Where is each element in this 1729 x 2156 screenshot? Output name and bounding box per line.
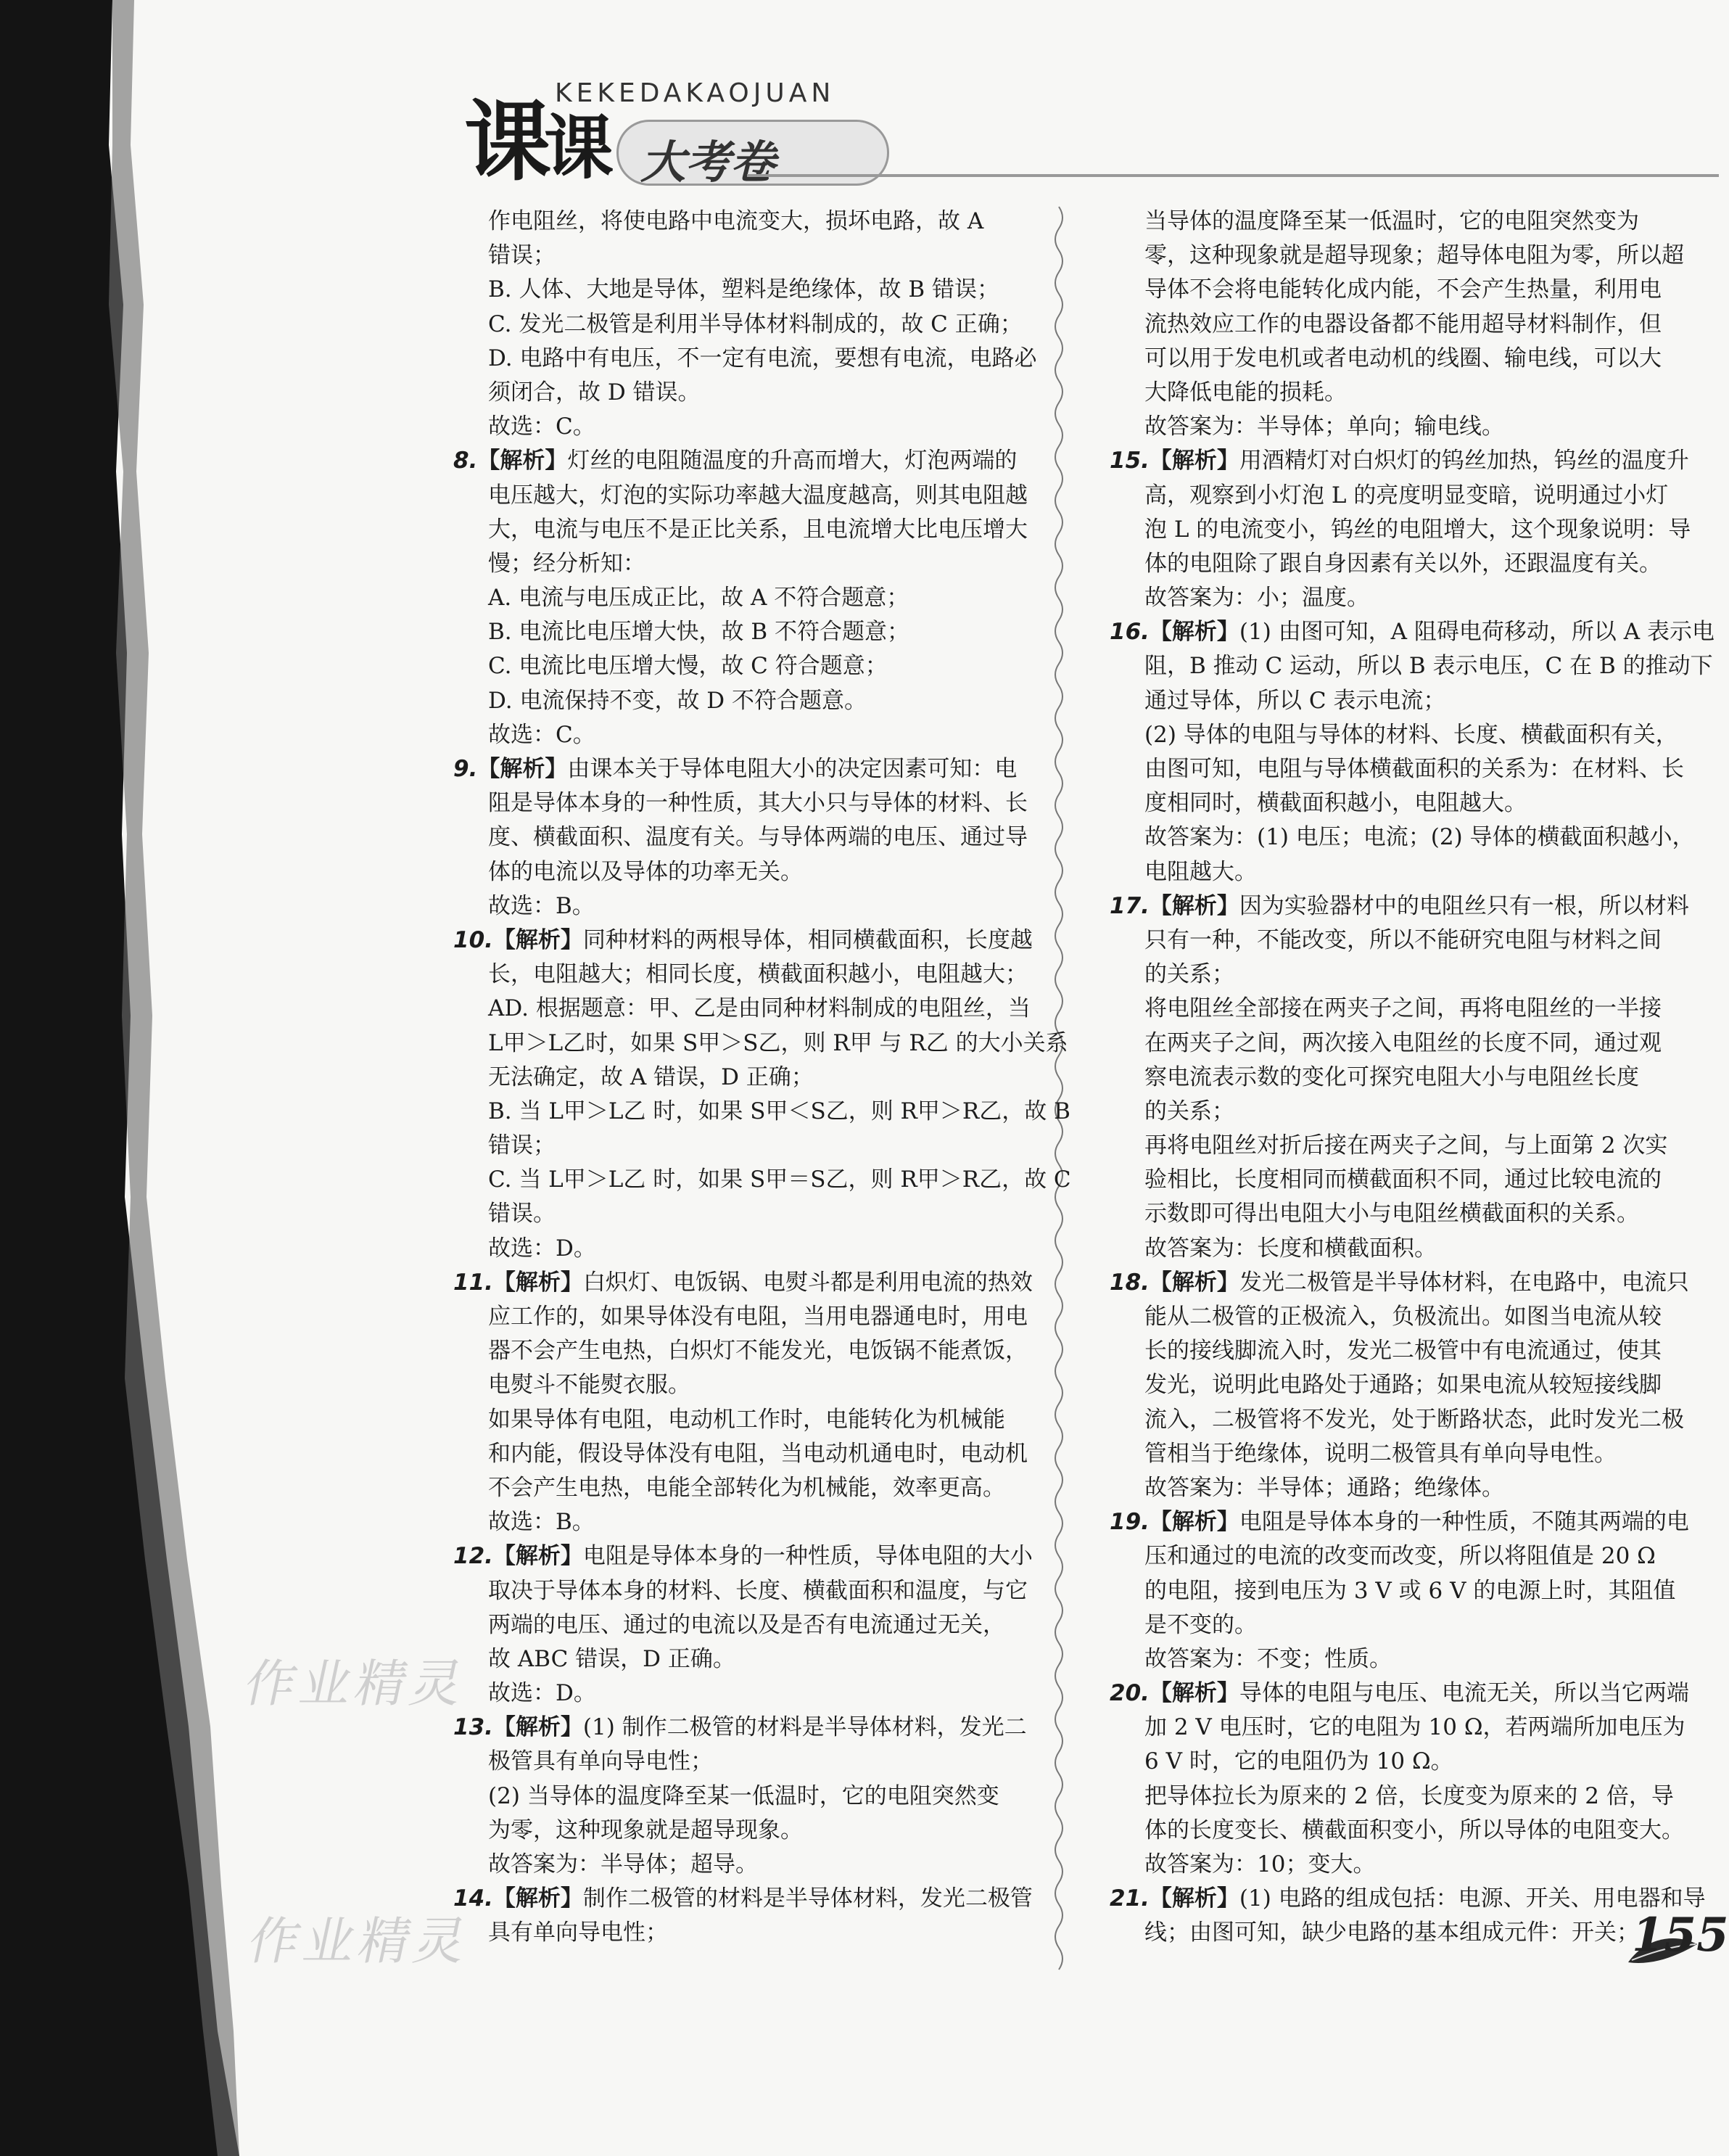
question-number: 13. <box>453 1714 493 1741</box>
line-text: D. 电路中有电压，不一定有电流，要想有电流，电路必 <box>488 345 1037 371</box>
question-number: 10. <box>453 926 493 953</box>
line-text: 阻是导体本身的一种性质，其大小只与导体的材料、长 <box>488 790 1028 817</box>
line-text: 如果导体有电阻，电动机工作时，电能转化为机械能 <box>488 1406 1005 1433</box>
line-text: 管相当于绝缘体，说明二极管具有单向导电性。 <box>1144 1440 1617 1467</box>
line-text: L甲＞L乙时，如果 S甲＞S乙，则 R甲 与 R乙 的大小关系 <box>488 1029 1068 1056</box>
line-text: 体的电阻除了跟自身因素有关以外，还跟温度有关。 <box>1144 550 1662 577</box>
analysis-tag: 【解析】 <box>477 448 568 474</box>
line-text: 阻，B 推动 C 运动，所以 B 表示电压，C 在 B 的推动下 <box>1144 653 1713 680</box>
line-text: 验相比，长度相同而横截面积不同，通过比较电流的 <box>1144 1167 1662 1193</box>
line-text: 只有一种，不能改变，所以不能研究电阻与材料之间 <box>1144 926 1662 953</box>
question-line <box>453 1266 1033 1300</box>
line-text: 流入，二极管将不发光，处于断路状态，此时发光二极 <box>1144 1406 1684 1433</box>
question-line <box>1110 1676 1689 1711</box>
text-line <box>453 718 1026 752</box>
brand-pinyin: KEKEDAKAOJUAN <box>555 78 835 108</box>
analysis-tag: 【解析】 <box>477 756 568 782</box>
text-line <box>453 1368 1026 1402</box>
line-text: 须闭合，故 D 错误。 <box>488 379 701 406</box>
page-header <box>435 58 1717 196</box>
question-number: 12. <box>453 1543 493 1570</box>
text-line <box>1110 1334 1668 1368</box>
line-text: (2) 当导体的温度降至某一低温时，它的电阻突然变 <box>488 1782 999 1809</box>
line-text: 灯丝的电阻随温度的升高而增大，灯泡两端的 <box>567 448 1018 474</box>
text-line <box>1110 1061 1668 1095</box>
text-line <box>453 1642 1026 1676</box>
question-line <box>1110 1505 1689 1539</box>
question-line <box>453 444 1026 478</box>
text-line <box>1110 1779 1674 1814</box>
line-text: 把导体拉长为原来的 2 倍，长度变为原来的 2 倍，导 <box>1144 1782 1674 1809</box>
line-text: 为零，这种现象就是超导现象。 <box>488 1816 803 1843</box>
line-text: 发光二极管是半导体材料，在电路中，电流只 <box>1239 1269 1689 1296</box>
text-line <box>1110 342 1668 376</box>
line-text: 错误； <box>488 242 556 269</box>
line-text: 体的长度变长、横截面积变小，所以导体的电阻变大。 <box>1144 1816 1684 1843</box>
watermark: 作业精灵 <box>243 1912 476 1971</box>
text-line <box>453 1197 1026 1231</box>
text-line <box>453 1574 1026 1608</box>
text-line <box>453 855 1026 889</box>
line-text: (2) 导体的电阻与导体的材料、长度、横截面积有关， <box>1144 721 1678 748</box>
text-line <box>1110 1539 1668 1573</box>
text-line <box>1110 1916 1668 1950</box>
line-text: 大降低电能的损耗。 <box>1144 379 1347 406</box>
text-line <box>1110 1642 1668 1676</box>
text-line <box>1110 1608 1668 1642</box>
text-line <box>453 410 1026 444</box>
line-text: B. 电流比电压增大快，故 B 不符合题意； <box>488 619 909 646</box>
text-line <box>453 1163 1071 1197</box>
line-text: 发光，说明此电路处于通路；如果电流从较短接线脚 <box>1144 1372 1662 1399</box>
line-text: 将电阻丝全部接在两夹子之间，再将电阻丝的一半接 <box>1144 995 1662 1022</box>
question-line <box>453 923 1033 958</box>
question-line <box>453 1711 1026 1745</box>
line-text: 体的电流以及导体的功率无关。 <box>488 858 803 885</box>
question-number: 9. <box>453 756 478 782</box>
analysis-tag: 【解析】 <box>492 1885 583 1912</box>
line-text: 电熨斗不能熨衣服。 <box>488 1372 690 1399</box>
text-line <box>453 342 1037 376</box>
text-line <box>453 958 1026 992</box>
analysis-tag: 【解析】 <box>1149 1269 1239 1296</box>
text-line <box>453 1848 1026 1882</box>
line-text: 加 2 V 电压时，它的电阻为 10 Ω，若两端所加电压为 <box>1144 1714 1685 1741</box>
line-text: 的关系； <box>1144 1098 1234 1124</box>
line-text: 6 V 时，它的电阻仍为 10 Ω。 <box>1144 1748 1453 1775</box>
text-line <box>453 1745 1026 1779</box>
line-text: 用酒精灯对白炽灯的钨丝加热，钨丝的温度升 <box>1239 448 1689 474</box>
text-line <box>1110 855 1668 889</box>
line-text: 当导体的温度降至某一低温时，它的电阻突然变为 <box>1144 208 1639 234</box>
text-line <box>1110 1745 1668 1779</box>
line-text: 故选：B。 <box>488 1509 595 1536</box>
line-text: 大，电流与电压不是正比关系，且电流增大比电压增大 <box>488 516 1028 543</box>
page-number: 155 <box>1632 1908 1729 1962</box>
text-line <box>453 376 1026 410</box>
text-line <box>1110 376 1668 410</box>
text-line <box>453 273 1026 307</box>
line-text: (1) 电路的组成包括：电源、开关、用电器和导 <box>1239 1885 1706 1912</box>
line-text: 故选：D。 <box>488 1680 596 1707</box>
text-line <box>453 615 1026 649</box>
line-text: AD. 根据题意：甲、乙是由同种材料制成的电阻丝，当 <box>488 995 1031 1022</box>
text-line <box>1110 1197 1668 1231</box>
text-line <box>1110 1848 1668 1882</box>
text-line <box>453 992 1031 1026</box>
line-text: 能从二极管的正极流入，负极流出。如图当电流从较 <box>1144 1304 1662 1330</box>
line-text: 长，电阻越大；相同长度，横截面积越小，电阻越大； <box>488 961 1028 988</box>
column-divider <box>1048 207 1070 1970</box>
text-line <box>453 1916 1026 1950</box>
text-line <box>453 684 1026 718</box>
left-column <box>453 205 1071 1951</box>
scan-edge-shadow <box>0 0 239 2156</box>
text-line <box>453 1095 1070 1129</box>
line-text: 长的接线脚流入时，发光二极管中有电流通过，使其 <box>1144 1338 1662 1365</box>
text-line <box>1110 273 1668 307</box>
line-text: D. 电流保持不变，故 D 不符合题意。 <box>488 687 867 714</box>
brand-char-1: 课 <box>464 91 544 193</box>
line-text: 故答案为：10；变大。 <box>1144 1851 1376 1877</box>
question-number: 8. <box>453 448 478 474</box>
text-line <box>1110 1471 1668 1505</box>
line-text: 故答案为：半导体；通路；绝缘体。 <box>1144 1474 1504 1501</box>
text-line <box>1110 547 1668 581</box>
text-line <box>1110 992 1668 1026</box>
text-line <box>1110 479 1668 513</box>
analysis-tag: 【解析】 <box>492 1714 583 1741</box>
line-text: 压和通过的电流的改变而改变，所以将阻值是 20 Ω <box>1144 1543 1656 1570</box>
analysis-tag: 【解析】 <box>1149 1885 1239 1912</box>
question-line <box>1110 1266 1689 1300</box>
question-line <box>453 1539 1033 1573</box>
text-line <box>453 1232 1026 1266</box>
line-text: 电压越大，灯泡的实际功率越大温度越高，则其电阻越 <box>488 482 1028 509</box>
text-line <box>1110 239 1684 273</box>
question-line <box>1110 889 1689 923</box>
text-line <box>453 1403 1026 1437</box>
line-text: 白炽灯、电饭锅、电熨斗都是利用电流的热效 <box>582 1269 1033 1296</box>
text-line <box>1110 308 1668 342</box>
text-line <box>453 1676 1026 1711</box>
text-line <box>1110 1368 1668 1402</box>
analysis-tag: 【解析】 <box>1149 1680 1239 1707</box>
text-line <box>1110 581 1668 615</box>
line-text: 再将电阻丝对折后接在两夹子之间，与上面第 2 次实 <box>1144 1132 1668 1159</box>
text-line <box>1110 923 1668 958</box>
text-line <box>453 205 1026 239</box>
text-line <box>453 649 1026 683</box>
line-text: 具有单向导电性； <box>488 1920 668 1946</box>
text-line <box>1110 752 1684 786</box>
line-text: 故答案为：半导体；单向；输电线。 <box>1144 413 1504 440</box>
line-text: 慢；经分析知： <box>488 550 645 577</box>
text-line <box>453 1505 1026 1539</box>
watermark: 作业精灵 <box>239 1654 473 1713</box>
text-line <box>1110 410 1668 444</box>
text-line <box>453 1471 1026 1505</box>
text-line <box>453 889 1026 923</box>
question-number: 15. <box>1110 448 1150 474</box>
line-text: 流热效应工作的电器设备都不能用超导材料制作，但 <box>1144 310 1662 337</box>
line-text: 高，观察到小灯泡 L 的亮度明显变暗，说明通过小灯 <box>1144 482 1669 509</box>
line-text: A. 电流与电压成正比，故 A 不符合题意； <box>488 585 909 612</box>
question-line <box>453 752 1026 786</box>
line-text: 故答案为：长度和横截面积。 <box>1144 1235 1437 1262</box>
line-text: C. 当 L甲＞L乙 时，如果 S甲＝S乙，则 R甲＞R乙，故 C <box>488 1167 1071 1193</box>
text-line <box>1110 1095 1668 1129</box>
text-line <box>453 1814 1026 1848</box>
line-text: 作电阻丝，将使电路中电流变大，损坏电路，故 A <box>488 208 984 234</box>
text-line <box>1110 513 1691 547</box>
text-line <box>453 1026 1068 1061</box>
question-line <box>1110 1882 1706 1916</box>
line-text: 电阻是导体本身的一种性质，导体电阻的大小 <box>582 1543 1033 1570</box>
analysis-tag: 【解析】 <box>1149 448 1239 474</box>
line-text: 是不变的。 <box>1144 1611 1257 1638</box>
line-text: 故选：C。 <box>488 721 595 748</box>
question-line <box>1110 615 1715 649</box>
text-line <box>453 547 1026 581</box>
text-line <box>1110 684 1668 718</box>
line-text: 故选：C。 <box>488 413 595 440</box>
text-line <box>1110 1403 1684 1437</box>
line-text: 故答案为：不变；性质。 <box>1144 1645 1392 1672</box>
text-line <box>1110 786 1668 820</box>
text-line <box>453 1334 1026 1368</box>
line-text: 故 ABC 错误，D 正确。 <box>488 1645 735 1672</box>
question-number: 14. <box>453 1885 493 1912</box>
question-number: 19. <box>1110 1509 1150 1536</box>
line-text: (1) 由图可知，A 阻碍电荷移动，所以 A 表示电 <box>1239 619 1715 646</box>
line-text: 由课本关于导体电阻大小的决定因素可知：电 <box>567 756 1018 782</box>
text-line <box>1110 718 1678 752</box>
line-text: B. 当 L甲＞L乙 时，如果 S甲＜S乙，则 R甲＞R乙，故 B <box>488 1098 1070 1124</box>
line-text: 通过导体，所以 C 表示电流； <box>1144 687 1446 714</box>
analysis-tag: 【解析】 <box>1149 1509 1239 1536</box>
text-line <box>453 581 1026 615</box>
text-line <box>1110 205 1668 239</box>
question-line <box>1110 444 1689 478</box>
text-line <box>453 1129 1026 1163</box>
line-text: 在两夹子之间，两次接入电阻丝的长度不同，通过观 <box>1144 1029 1662 1056</box>
text-line <box>453 1061 1026 1095</box>
line-text: 示数即可得出电阻大小与电阻丝横截面积的关系。 <box>1144 1201 1639 1227</box>
line-text: 的电阻，接到电压为 3 V 或 6 V 的电源上时，其阻值 <box>1144 1577 1676 1604</box>
line-text: 度相同时，横截面积越小，电阻越大。 <box>1144 790 1527 817</box>
line-text: 制作二极管的材料是半导体材料，发光二极管 <box>582 1885 1033 1912</box>
question-number: 16. <box>1110 619 1150 646</box>
line-text: B. 人体、大地是导体，塑料是绝缘体，故 B 错误； <box>488 276 999 303</box>
line-text: 同种材料的两根导体，相同横截面积，长度越 <box>582 926 1033 953</box>
line-text: 因为实验器材中的电阻丝只有一根，所以材料 <box>1239 892 1689 919</box>
analysis-tag: 【解析】 <box>492 926 583 953</box>
line-text: 的关系； <box>1144 961 1234 988</box>
line-text: 故答案为：(1) 电压；电流；(2) 导体的横截面积越小， <box>1144 824 1695 851</box>
line-text: 故选：D。 <box>488 1235 596 1262</box>
text-line <box>453 1608 1026 1642</box>
text-line <box>453 513 1026 547</box>
analysis-tag: 【解析】 <box>1149 892 1239 919</box>
text-line <box>1110 820 1695 855</box>
line-text: 和内能，假设导体没有电阻，当电动机通电时，电动机 <box>488 1440 1028 1467</box>
analysis-tag: 【解析】 <box>1149 619 1239 646</box>
line-text: 故选：B。 <box>488 892 595 919</box>
line-text: 电阻是导体本身的一种性质，不随其两端的电 <box>1239 1509 1689 1536</box>
text-line <box>1110 1300 1668 1334</box>
text-line <box>453 1300 1026 1334</box>
text-line <box>453 820 1026 855</box>
text-line <box>1110 1711 1685 1745</box>
analysis-tag: 【解析】 <box>492 1543 583 1570</box>
line-text: (1) 制作二极管的材料是半导体材料，发光二 <box>582 1714 1027 1741</box>
text-line <box>1110 649 1713 683</box>
line-text: 线；由图可知，缺少电路的基本组成元件：开关； <box>1144 1920 1639 1946</box>
question-line <box>453 1882 1033 1916</box>
line-text: 度、横截面积、温度有关。与导体两端的电压、通过导 <box>488 824 1028 851</box>
brand-char-2: 课 <box>544 107 606 189</box>
line-text: 不会产生电热，电能全部转化为机械能，效率更高。 <box>488 1474 1005 1501</box>
text-line <box>1110 1437 1668 1471</box>
line-text: C. 电流比电压增大慢，故 C 符合题意； <box>488 653 888 680</box>
line-text: 错误； <box>488 1132 556 1159</box>
line-text: 两端的电压、通过的电流以及是否有电流通过无关， <box>488 1611 1005 1638</box>
line-text: 故答案为：半导体；超导。 <box>488 1851 758 1877</box>
line-text: 导体不会将电能转化成内能，不会产生热量，利用电 <box>1144 276 1662 303</box>
line-text: 导体的电阻与电压、电流无关，所以当它两端 <box>1239 1680 1689 1707</box>
text-line <box>453 308 1026 342</box>
line-text: C. 发光二极管是利用半导体材料制成的，故 C 正确； <box>488 310 1023 337</box>
header-rule <box>747 174 1719 177</box>
text-line <box>453 239 1026 273</box>
text-line <box>1110 1163 1668 1197</box>
line-text: 取决于导体本身的材料、长度、横截面积和温度，与它 <box>488 1577 1028 1604</box>
line-text: 由图可知，电阻与导体横截面积的关系为：在材料、长 <box>1144 756 1684 782</box>
line-text: 错误。 <box>488 1201 556 1227</box>
line-text: 电阻越大。 <box>1144 858 1257 885</box>
text-line <box>1110 1574 1676 1608</box>
line-text: 无法确定，故 A 错误，D 正确； <box>488 1063 814 1090</box>
brand-badge-text: 大考卷 <box>640 136 776 189</box>
analysis-tag: 【解析】 <box>492 1269 583 1296</box>
question-number: 11. <box>453 1269 493 1296</box>
text-line <box>453 479 1026 513</box>
text-line <box>1110 1232 1668 1266</box>
question-number: 21. <box>1110 1885 1150 1912</box>
question-number: 18. <box>1110 1269 1150 1296</box>
text-line <box>1110 1129 1668 1163</box>
line-text: 可以用于发电机或者电动机的线圈、输电线，可以大 <box>1144 345 1662 371</box>
line-text: 故答案为：小；温度。 <box>1144 585 1369 612</box>
line-text: 极管具有单向导电性； <box>488 1748 713 1775</box>
line-text: 泡 L 的电流变小，钨丝的电阻增大，这个现象说明：导 <box>1144 516 1691 543</box>
text-line <box>453 1779 1026 1814</box>
line-text: 察电流表示数的变化可探究电阻大小与电阻丝长度 <box>1144 1063 1639 1090</box>
line-text: 应工作的，如果导体没有电阻，当用电器通电时，用电 <box>488 1304 1028 1330</box>
question-number: 20. <box>1110 1680 1150 1707</box>
text-line <box>1110 1814 1684 1848</box>
question-number: 17. <box>1110 892 1150 919</box>
line-text: 器不会产生电热，白炽灯不能发光，电饭锅不能煮饭， <box>488 1338 1028 1365</box>
text-line <box>453 1437 1026 1471</box>
text-line <box>453 786 1026 820</box>
text-line <box>1110 1026 1668 1061</box>
line-text: 零，这种现象就是超导现象；超导体电阻为零，所以超 <box>1144 242 1684 269</box>
text-line <box>1110 958 1668 992</box>
